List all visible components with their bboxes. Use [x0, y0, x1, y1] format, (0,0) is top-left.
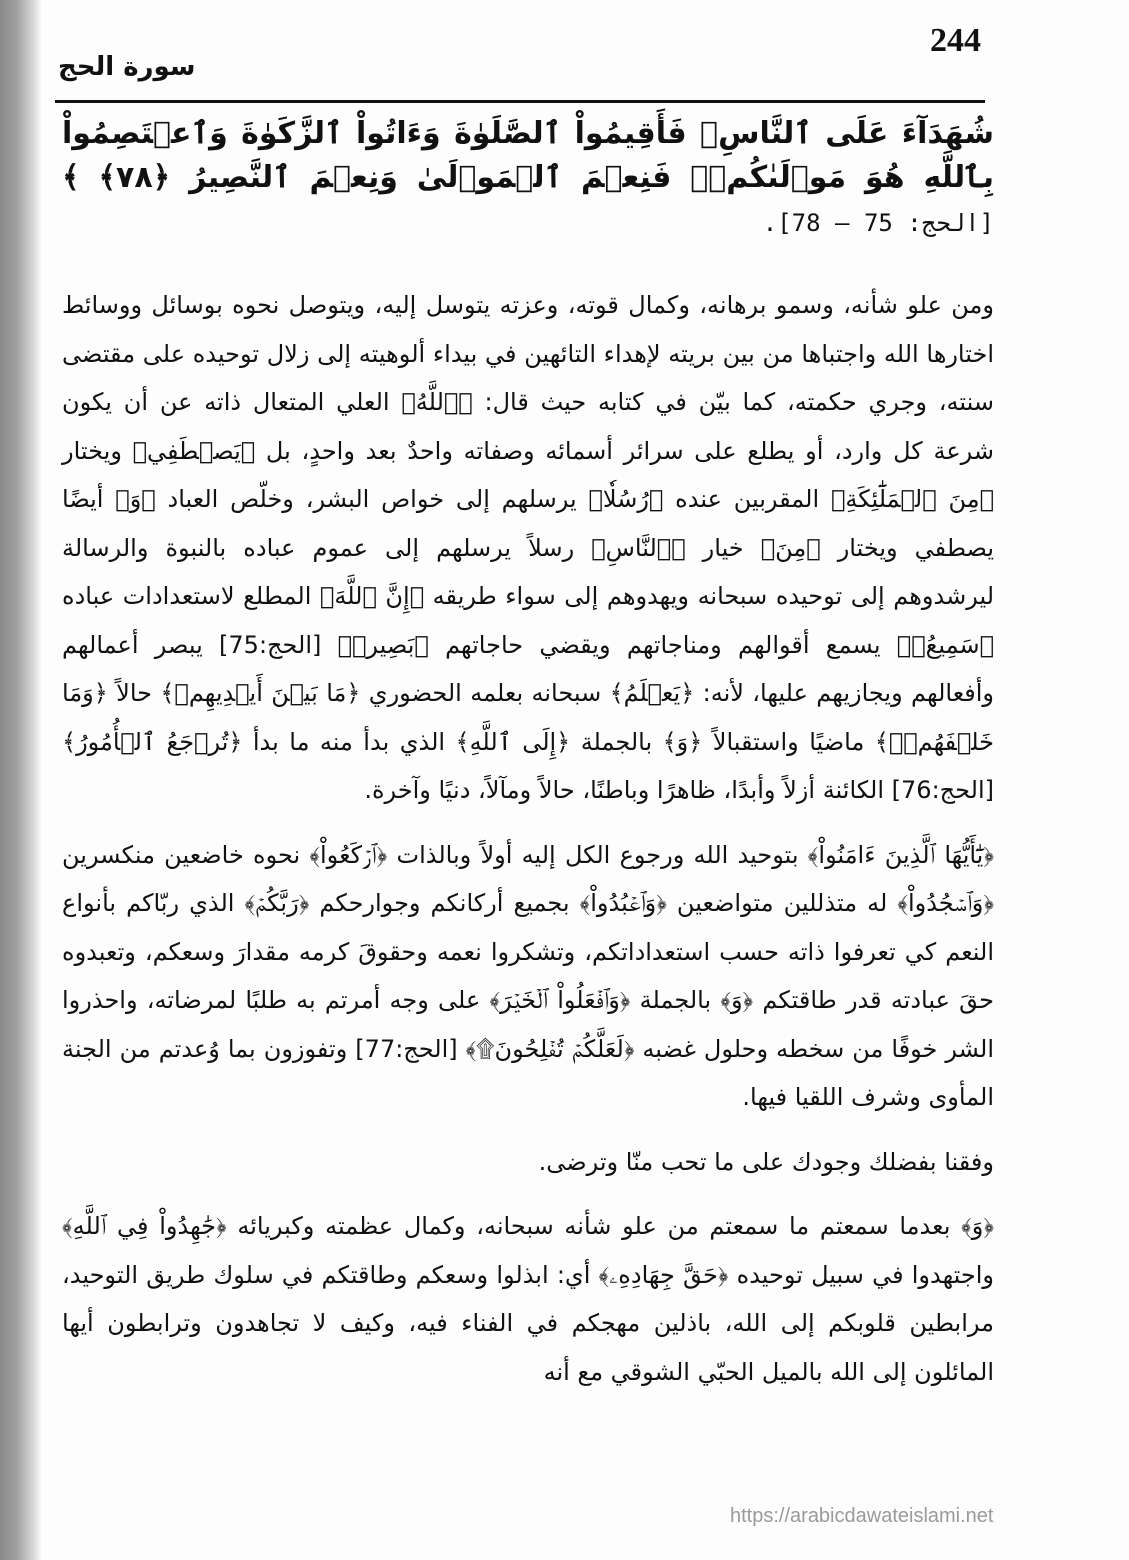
quran-verse	[62, 112, 994, 245]
paragraph-4: ﴿وَ﴾ بعدما سمعتم ما سمعتم من علو شأنه سبحانه، وكمال عظمته وكبريائه ﴿جَٰهِدُواْ فِي ٱللَّهِ﴾ واجتهدوا في سبيل توحيده ﴿حَقَّ جِهَادِهِۦ﴾ أي: ابذلوا وسعكم وطاقتكم في سلوك طريق التوحيد، مرابطين قلوبكم إلى الله، باذلين مهجكم في الفناء فيه، وكيف لا تجاهدون وترابطون أيها المائلون إلى الله بالميل الحبّي الشوقي مع أنه	[62, 1212, 994, 1386]
paragraph-2: ﴿يَٰٓأَيُّهَا ٱلَّذِينَ ءَامَنُواْ﴾ بتوحيد الله ورجوع الكل إليه أولاً وبالذات ﴿ٱرۡكَعُواْ﴾ نحوه خاضعين منكسرين ﴿وَٱسۡجُدُواْ﴾ له متذللين متواضعين ﴿وَٱعۡبُدُواْ﴾ بجميع أركانكم وجوارحكم ﴿رَبَّكُمۡ﴾ الذي ربّاكم بأنواع النعم كي تعرفوا ذاته حسب استعداداتكم، وتشكروا نعمه وحقوقَ كرمه مقدارَ وسعكم، وتعبدوه حقَ عبادته قدر طاقتكم ﴿وَ﴾ بالجملة ﴿وَٱفۡعَلُواْ ٱلۡخَيۡرَ﴾ على وجه أمرتم به طلبًا لمرضاته، واحذروا الشر خوفًا من سخطه وحلول غضبه ﴿لَعَلَّكُمۡ تُفۡلِحُونَ۩﴾ [الحج:77] وتفوزون بما وُعدتم من الجنة المأوى وشرف اللقيا فيها.	[62, 840, 995, 1111]
verse-reference: [الحج: 75 – 78].	[762, 209, 994, 237]
header-divider	[55, 100, 985, 103]
page-content	[62, 112, 994, 1412]
verse-text: شُهَدَآءَ عَلَى ٱلنَّاسِۚ فَأَقِيمُواْ ٱلصَّلَوٰةَ وَءَاتُواْ ٱلزَّكَوٰةَ وَٱعۡتَصِمُواْ بِٱللَّهِ هُوَ مَوۡلَىٰكُمۡۖ فَنِعۡمَ ٱلۡمَوۡلَىٰ وَنِعۡمَ ٱلنَّصِيرُ ﴿٧٨﴾ ﴾	[62, 116, 994, 195]
paragraph-3: وفقنا بفضلك وجودك على ما تحب منّا وترضى.	[538, 1147, 994, 1176]
source-watermark: https://arabicdawateislami.net	[730, 1505, 994, 1527]
scan-edge-shadow	[0, 0, 42, 1560]
paragraph-1: ومن علو شأنه، وسمو برهانه، وكمال قوته، وعزته يتوسل إليه، ويتوصل نحوه بوسائل ووسائط اختارها الله واجتباها من بين بريته لإهداء التائهين في بيداء ألوهيته إلى زلال توحيده على مقتضى سنته، وجري حكمته، كما بيّن في كتابه حيث قال: ﴿ٱللَّهُ﴾ العلي المتعال ذاته عن أن يكون شرعة كل وارد، أو يطلع على سرائر أسمائه وصفاته واحدٌ بعد واحدٍ، بل ﴿يَصۡطَفِي﴾ ويختار ﴿مِنَ ٱلۡمَلَٰٓئِكَةِ﴾ المقربين عنده ﴿رُسُلٗا﴾ يرسلهم إلى خواص البشر، وخلّص العباد ﴿وَ﴾ أيضًا يصطفي ويختار ﴿مِنَ﴾ خيار ﴿ٱلنَّاسِ﴾ رسلاً يرسلهم إلى عموم عباده بالنبوة والرسالة ليرشدوهم إلى توحيده سبحانه ويهدوهم إلى سواء طريقه ﴿إِنَّ ٱللَّهَ﴾ المطلع لاستعدادات عباده ﴿سَمِيعُۢ﴾ يسمع أقوالهم ومناجاتهم ويقضي حاجاتهم ﴿بَصِيرٞ﴾ [الحج:75] يبصر أعمالهم وأفعالهم ويجازيهم عليها، لأنه: ﴿يَعۡلَمُ﴾ سبحانه بعلمه الحضوري ﴿مَا بَيۡنَ أَيۡدِيهِمۡ﴾ حالاً ﴿وَمَا خَلۡفَهُمۡۚ﴾ ماضيًا واستقبالاً ﴿وَ﴾ بالجملة ﴿إِلَى ٱللَّهِ﴾ الذي بدأ منه ما بدأ ﴿تُرۡجَعُ ٱلۡأُمُورُ﴾ [الحج:76] الكائنة أزلاً وأبدًا، ظاهرًا وباطنًا، حالاً ومآلاً، دنيًا وآخرة.	[62, 291, 995, 804]
surah-title: سورة الحج	[58, 52, 196, 82]
page-number: 244	[930, 22, 981, 59]
